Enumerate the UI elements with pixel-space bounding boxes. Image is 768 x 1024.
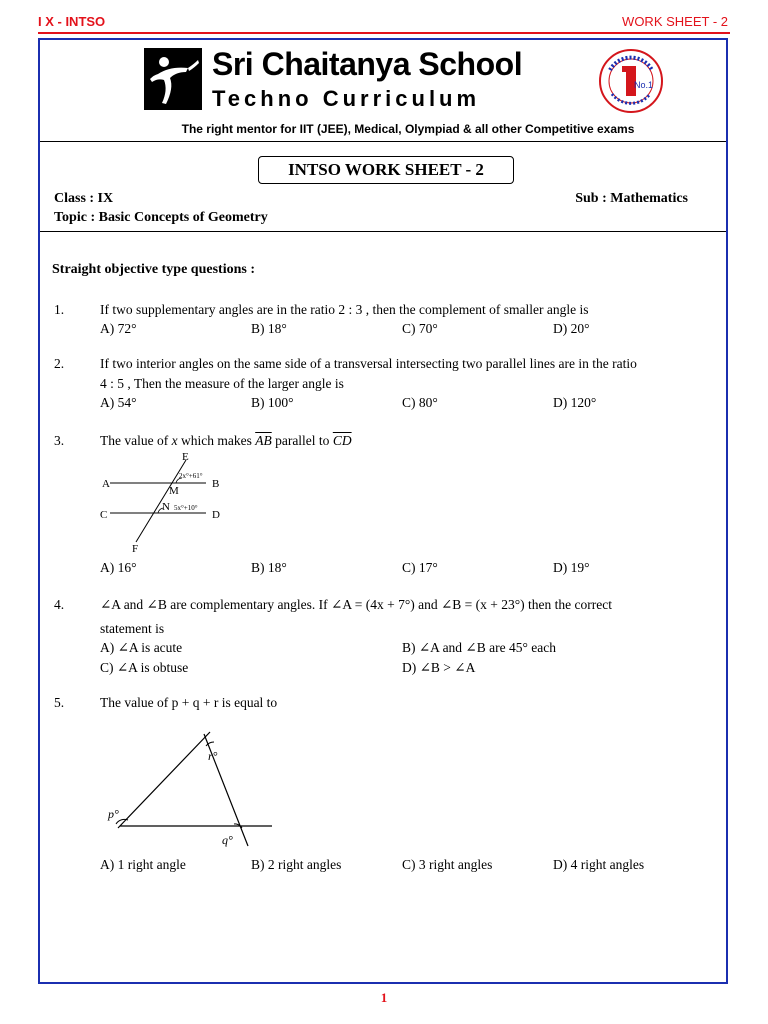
topic-label: Topic : Basic Concepts of Geometry	[54, 210, 268, 225]
question-3-text-b: which makes	[177, 433, 256, 448]
brand-block	[144, 46, 672, 136]
question-4-line1: ∠A and ∠B are complementary angles. If ∠A = (4x + 7°) and ∠B = (x + 23°) then the correct	[100, 597, 612, 612]
page-number: 1	[380, 990, 388, 1005]
school-seal-icon	[598, 48, 664, 114]
question-4-option-d: D) ∠B > ∠A	[402, 660, 476, 675]
divider-2	[40, 231, 726, 232]
figure-label-p: p°	[108, 807, 119, 821]
question-3-option-d: D) 19°	[553, 560, 590, 575]
divider-1	[40, 141, 726, 142]
question-2-text-line2: 4 : 5 , Then the measure of the larger angle is	[100, 376, 344, 391]
class-label: Class : IX	[54, 191, 114, 206]
question-2-option-b: B) 100°	[251, 395, 294, 410]
question-5-option-a: A) 1 right angle	[100, 857, 186, 872]
question-4-number: 4.	[54, 597, 65, 612]
question-1-option-a: A) 72°	[100, 321, 137, 336]
brand-subtitle: Techno Curriculum	[212, 86, 481, 111]
figure-label-f: F	[132, 543, 139, 554]
header-divider	[38, 32, 730, 34]
question-5-number: 5.	[54, 695, 65, 710]
figure-label-b: B	[212, 478, 220, 490]
figure-angle-bottom: 5x°+10°	[174, 504, 198, 512]
figure-label-d: D	[212, 509, 220, 521]
question-1-option-b: B) 18°	[251, 321, 287, 336]
question-4-option-b: B) ∠A and ∠B are 45° each	[402, 640, 556, 655]
question-3-text	[100, 433, 352, 449]
question-3-number: 3.	[54, 433, 65, 448]
figure-label-m: M	[169, 485, 179, 497]
section-heading: Straight objective type questions :	[52, 262, 255, 277]
brand-name: Sri Chaitanya School	[212, 46, 523, 82]
question-3-segment-2: $\overline{CD}$	[332, 433, 352, 448]
question-5-option-b: B) 2 right angles	[251, 857, 342, 872]
runner-logo-icon	[144, 48, 202, 110]
parallel-lines-figure	[96, 450, 236, 554]
question-5-option-d: D) 4 right angles	[553, 857, 645, 872]
figure-label-a: A	[102, 478, 110, 490]
question-3-segment-1: $\overline{AB}$	[255, 433, 272, 448]
page-frame	[38, 38, 728, 984]
figure-angle-top: 2x°+61°	[179, 472, 203, 480]
question-3-variable: x	[171, 433, 178, 448]
question-1-text: If two supplementary angles are in the ratio 2 : 3 , then the complement of smaller angle is	[100, 302, 589, 317]
question-2-option-a: A) 54°	[100, 395, 137, 410]
subject-label: Sub : Mathematics	[575, 191, 688, 206]
figure-label-q: q°	[222, 833, 233, 847]
figure-label-c: C	[100, 509, 108, 521]
seal-badge-text: No.1	[634, 80, 654, 90]
question-2-number: 2.	[54, 356, 65, 371]
question-3-option-a: A) 16°	[100, 560, 137, 575]
question-2-option-d: D) 120°	[553, 395, 597, 410]
triangle-figure	[100, 728, 300, 858]
question-1-option-c: C) 70°	[402, 321, 438, 336]
question-3-option-c: C) 17°	[402, 560, 438, 575]
question-4-line2: statement is	[100, 621, 165, 636]
worksheet-title: INTSO WORK SHEET - 2	[258, 156, 514, 184]
question-3-text-c: parallel to	[271, 433, 333, 448]
question-1-number: 1.	[54, 302, 65, 317]
question-4-option-a: A) ∠A is acute	[100, 640, 183, 655]
question-3-option-b: B) 18°	[251, 560, 287, 575]
figure-label-n: N	[162, 501, 170, 513]
question-2-option-c: C) 80°	[402, 395, 438, 410]
question-5-text: The value of p + q + r is equal to	[100, 695, 278, 710]
question-5-option-c: C) 3 right angles	[402, 857, 493, 872]
question-3-text-a: The value of	[100, 433, 172, 448]
figure-label-r: r°	[208, 749, 218, 763]
question-4-option-c: C) ∠A is obtuse	[100, 660, 189, 675]
brand-tagline: The right mentor for IIT (JEE), Medical, Olympiad & all other Competitive exams	[181, 122, 635, 136]
header-left: I X - INTSO	[38, 14, 106, 29]
figure-label-e: E	[182, 451, 189, 463]
question-2-text-line1: If two interior angles on the same side of a transversal intersecting two parallel lines are in the ratio	[100, 356, 637, 371]
question-1-option-d: D) 20°	[553, 321, 590, 336]
header-right: WORK SHEET - 2	[622, 14, 728, 29]
